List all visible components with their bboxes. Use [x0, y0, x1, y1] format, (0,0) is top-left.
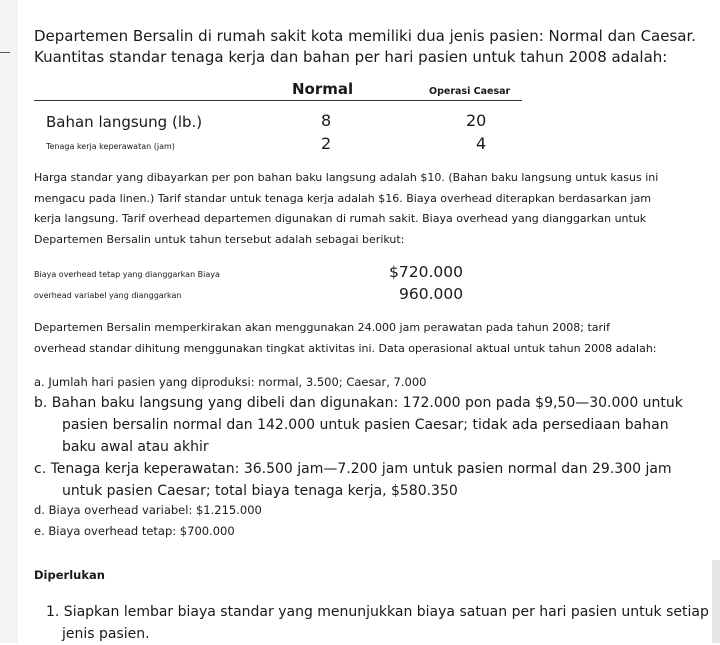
intro-text: [34, 26, 696, 68]
list-item-line: b. Bahan baku langsung yang dibeli dan digunakan: 172.000 pon pada $9,50—30.000 untuk: [34, 395, 683, 411]
list-item-b: [34, 392, 683, 458]
budget-label-fixed: Biaya overhead tetap yang dianggarkan Biaya: [34, 270, 220, 279]
paragraph-line: Harga standar yang dibayarkan per pon bahan baku langsung adalah $10. (Bahan baku langsung untuk kasus ini: [34, 171, 659, 184]
table-cell-caesar: 4: [476, 134, 487, 153]
list-item-line: untuk pasien Caesar; total biaya tenaga kerja, $580.350: [62, 483, 458, 499]
question-line: jenis pasien.: [62, 626, 150, 642]
list-item-e: e. Biaya overhead tetap: $700.000: [34, 524, 235, 538]
table-cell-caesar: 20: [466, 111, 487, 130]
table-header-normal: Normal: [292, 80, 354, 98]
question-line: 1. Siapkan lembar biaya standar yang menunjukkan biaya satuan per hari pasien untuk setiap: [46, 604, 709, 620]
paragraph-operating-data: [34, 318, 657, 359]
list-item-line: baku awal atau akhir: [62, 439, 209, 455]
table-header-caesar: Operasi Caesar: [429, 86, 511, 97]
list-item-d: d. Biaya overhead variabel: $1.215.000: [34, 503, 262, 517]
paragraph-line: Departemen Bersalin memperkirakan akan menggunakan 24.000 jam perawatan pada tahun 2008; tarif: [34, 321, 610, 334]
paragraph-line: kerja langsung. Tarif overhead departemen digunakan di rumah sakit. Biaya overhead yang dianggarkan untuk: [34, 212, 647, 225]
left-margin-strip: [0, 0, 18, 643]
paragraph-standard-prices: [34, 168, 658, 250]
list-item-line: pasien bersalin normal dan 142.000 untuk pasien Caesar; tidak ada persediaan bahan: [62, 417, 669, 433]
section-heading-required: Diperlukan: [34, 568, 105, 582]
paragraph-line: Departemen Bersalin untuk tahun tersebut adalah sebagai berikut:: [34, 232, 405, 246]
intro-line-2: Kuantitas standar tenaga kerja dan bahan per hari pasien untuk tahun 2008 adalah:: [34, 48, 668, 66]
list-item-a: a. Jumlah hari pasien yang diproduksi: normal, 3.500; Caesar, 7.000: [34, 375, 427, 389]
list-item-line: c. Tenaga kerja keperawatan: 36.500 jam—7.200 jam untuk pasien normal dan 29.300 jam: [34, 461, 672, 477]
budget-value-variable: 960.000: [399, 285, 464, 303]
budget-value-fixed: $720.000: [389, 263, 463, 281]
paragraph-line: overhead standar dihitung menggunakan tingkat aktivitas ini. Data operasional aktual untuk tahun 2008 adalah:: [34, 341, 657, 355]
intro-line-1: Departemen Bersalin di rumah sakit kota memiliki dua jenis pasien: Normal dan Caesar.: [34, 27, 697, 45]
budget-label-variable: overhead variabel yang dianggarkan: [34, 291, 182, 300]
table-row-label: Tenaga kerja keperawatan (jam): [46, 142, 175, 151]
scrollbar[interactable]: [712, 560, 720, 643]
table-cell-normal: 8: [321, 111, 332, 130]
table-cell-normal: 2: [321, 134, 332, 153]
list-item-c: [34, 458, 672, 502]
table-header-rule: [34, 100, 522, 101]
margin-tick: [0, 52, 10, 53]
question-1: [46, 601, 709, 645]
table-row-label: Bahan langsung (lb.): [46, 113, 203, 131]
paragraph-line: mengacu pada linen.) Tarif standar untuk tenaga kerja adalah $16. Biaya overhead diterapkan berdasarkan jam: [34, 191, 652, 205]
